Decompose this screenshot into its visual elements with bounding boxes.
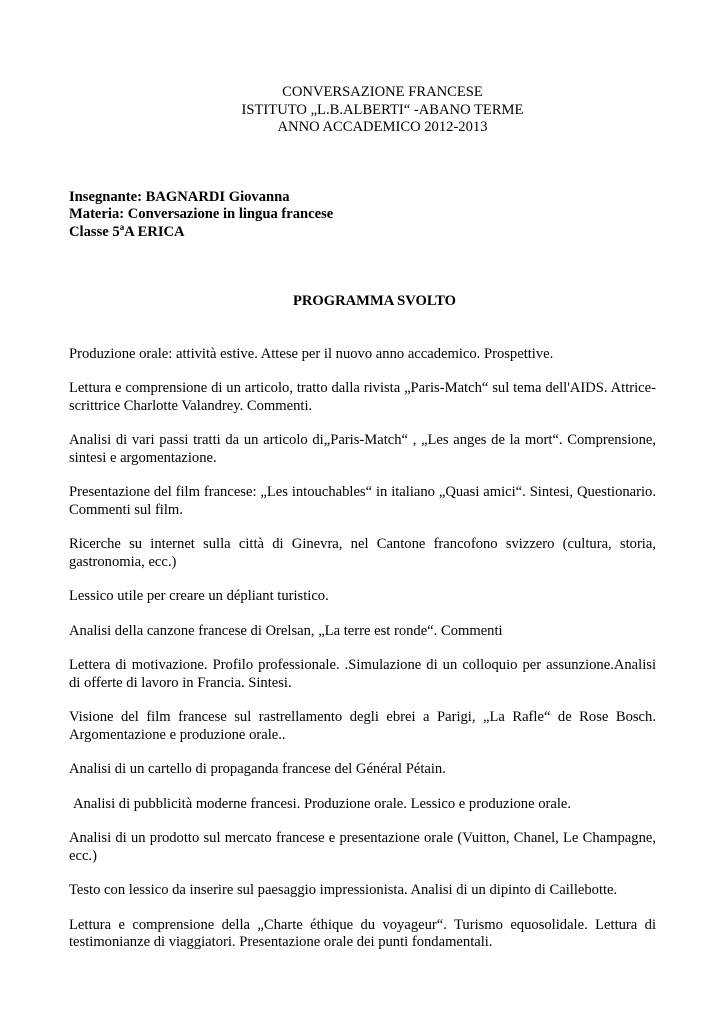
- program-item: Lettera di motivazione. Profilo professionale. .Simulazione di un colloquio per assunzione.Analisi di offerte di lavoro in Francia. Sintesi.: [69, 657, 656, 691]
- class-superscript: a: [119, 221, 125, 232]
- program-item: Analisi di un prodotto sul mercato francese e presentazione orale (Vuitton, Chanel, Le Champagne, ecc.): [69, 830, 656, 864]
- program-item: Visione del film francese sul rastrellamento degli ebrei a Parigi, „La Rafle“ de Rose Bosch. Argomentazione e produzione orale..: [69, 709, 656, 743]
- program-item: Lessico utile per creare un dépliant turistico.: [69, 588, 329, 604]
- teacher-info: [69, 189, 656, 242]
- program-item: Presentazione del film francese: „Les intouchables“ in italiano „Quasi amici“. Sintesi, Questionario. Commenti sul film.: [69, 484, 656, 518]
- class-name: [69, 221, 656, 242]
- teacher-name: Insegnante: BAGNARDI Giovanna: [69, 188, 290, 205]
- class-suffix: A ERICA: [124, 223, 185, 240]
- header-academic-year: ANNO ACCADEMICO 2012-2013: [277, 119, 488, 135]
- program-item: Analisi di vari passi tratti da un articolo di„Paris-Match“ , „Les anges de la mort“. Comprensione, sintesi e argomentazione.: [69, 432, 656, 466]
- program-item: Testo con lessico da inserire sul paesaggio impressionista. Analisi di un dipinto di Caillebotte.: [69, 882, 618, 898]
- document-page: [69, 84, 656, 969]
- header-institute: ISTITUTO „L.B.ALBERTI“ -ABANO TERME: [241, 101, 524, 118]
- program-item: Analisi della canzone francese di Orelsan, „La terre est ronde“. Commenti: [69, 622, 503, 639]
- header-subject: CONVERSAZIONE FRANCESE: [282, 84, 483, 100]
- class-prefix: Classe 5: [69, 223, 120, 240]
- program-item: Produzione orale: attività estive. Attese per il nuovo anno accademico. Prospettive.: [69, 345, 554, 362]
- program-item: Ricerche su internet sulla città di Ginevra, nel Cantone francofono svizzero (cultura, storia, gastronomia, ecc.): [69, 536, 656, 570]
- program-item: Analisi di pubblicità moderne francesi. Produzione orale. Lessico e produzione orale.: [73, 795, 572, 812]
- program-items: [69, 346, 656, 952]
- subject-name: Materia: Conversazione in lingua francese: [69, 206, 334, 222]
- program-item: Lettura e comprensione di un articolo, tratto dalla rivista „Paris-Match“ sul tema dell'AIDS. Attrice-scrittrice Charlotte Valandrey. Commenti.: [69, 380, 656, 414]
- program-item: Analisi di un cartello di propaganda francese del Général Pétain.: [69, 761, 446, 777]
- document-header: [109, 84, 656, 137]
- program-item: Lettura e comprensione della „Charte éthique du voyageur“. Turismo equosolidale. Lettura di testimonianze di viaggiatori. Presentazione orale dei punti fondamentali.: [69, 916, 656, 950]
- program-title: PROGRAMMA SVOLTO: [292, 293, 457, 309]
